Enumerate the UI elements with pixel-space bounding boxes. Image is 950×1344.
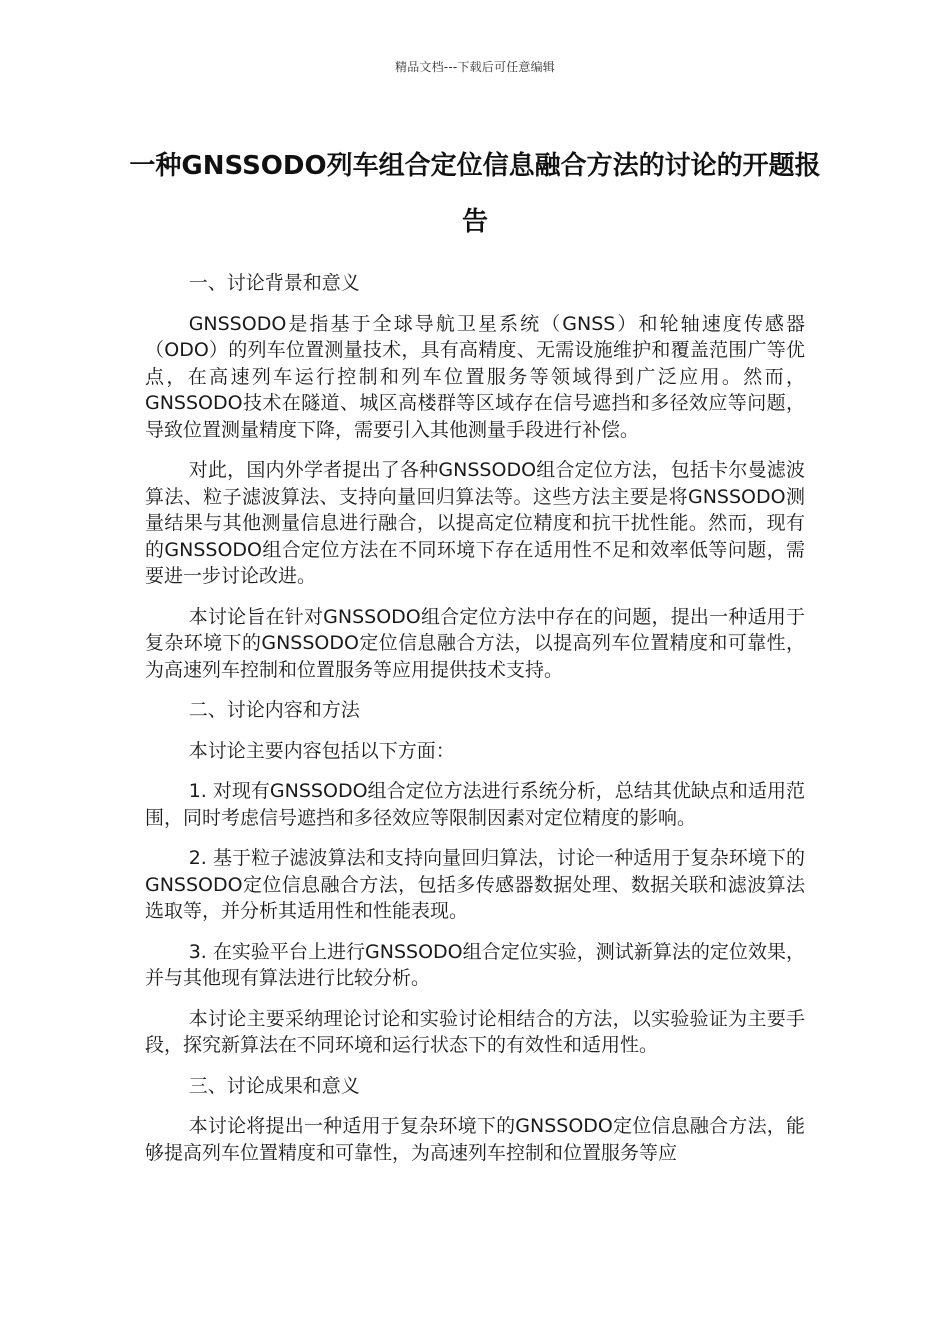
section-heading-content: 二、讨论内容和方法: [188, 699, 360, 721]
paragraph-results: 本讨论将提出一种适用于复杂环境下的GNSSODO定位信息融合方法，能够提高列车位置精度和可靠性，为高速列车控制和位置服务等应: [145, 1115, 805, 1164]
list-item-3: 3. 在实验平台上进行GNSSODO组合定位实验，测试新算法的定位效果，并与其他现有算法进行比较分析。: [145, 940, 805, 989]
paragraph-background-3: 本讨论旨在针对GNSSODO组合定位方法中存在的问题，提出一种适用于复杂环境下的GNSSODO定位信息融合方法，以提高列车位置精度和可靠性，为高速列车控制和位置服务等应用提供技术支持。: [145, 605, 805, 681]
paragraph-method: 本讨论主要采纳理论讨论和实验讨论相结合的方法，以实验验证为主要手段，探究新算法在不同环境和运行状态下的有效性和适用性。: [145, 1007, 805, 1056]
list-item-2: 2. 基于粒子滤波算法和支持向量回归算法，讨论一种适用于复杂环境下的GNSSODO定位信息融合方法，包括多传感器数据处理、数据关联和滤波算法选取等，并分析其适用性和性能表现。: [145, 847, 805, 922]
list-item-1: 1. 对现有GNSSODO组合定位方法进行系统分析，总结其优缺点和适用范围，同时考虑信号遮挡和多径效应等限制因素对定位精度的影响。: [145, 780, 805, 829]
document-body: [145, 270, 805, 1180]
paragraph-content-intro: 本讨论主要内容包括以下方面：: [188, 739, 455, 762]
section-heading-results: 三、讨论成果和意义: [188, 1074, 360, 1097]
document-title: 一种GNSSODO列车组合定位信息融合方法的讨论的开题报告: [129, 151, 821, 237]
paragraph-background-1: GNSSODO是指基于全球导航卫星系统（GNSS）和轮轴速度传感器（ODO）的列车位置测量技术，具有高精度、无需设施维护和覆盖范围广等优点，在高速列车运行控制和列车位置服务等领域得到广泛应用。然而，GNSSODO技术在隧道、城区高楼群等区域存在信号遮挡和多径效应等问题，导致位置测量精度下降，需要引入其他测量手段进行补偿。: [145, 312, 805, 441]
section-heading-background: 一、讨论背景和意义: [188, 272, 360, 294]
header-note: 精品文档---下载后可任意编辑: [395, 60, 555, 74]
paragraph-background-2: 对此，国内外学者提出了各种GNSSODO组合定位方法，包括卡尔曼滤波算法、粒子滤波算法、支持向量回归算法等。这些方法主要是将GNSSODO测量结果与其他测量信息进行融合，以提高定位精度和抗干扰性能。然而，现有的GNSSODO组合定位方法在不同环境下存在适用性不足和效率低等问题，需要进一步讨论改进。: [145, 459, 805, 587]
